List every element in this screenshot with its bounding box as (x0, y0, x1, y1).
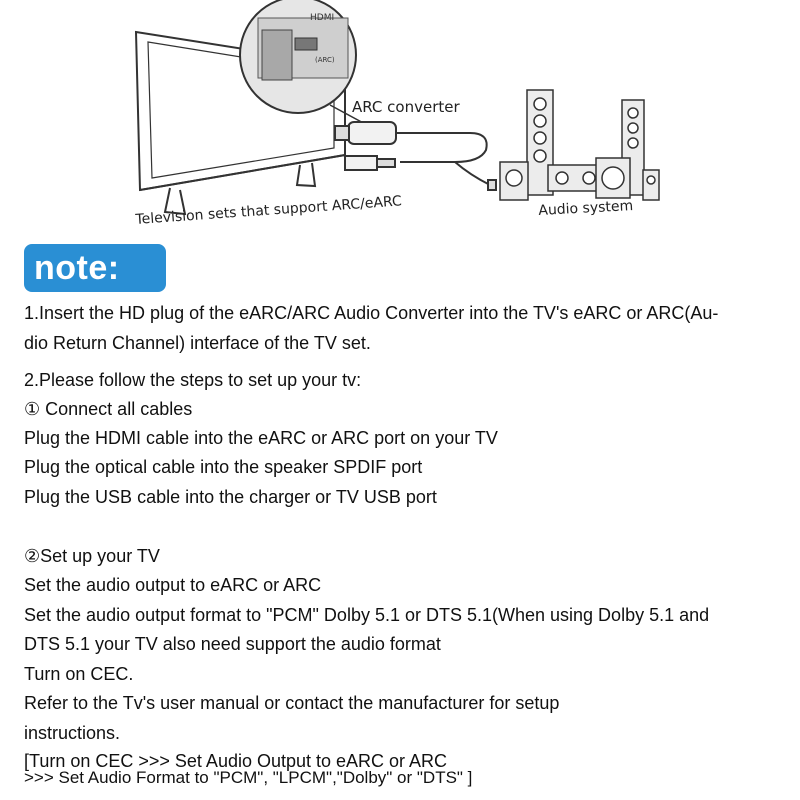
converter-drawing (335, 122, 496, 190)
manual-instruction-1: Refer to the Tv's user manual or contact the manufacturer for setup (24, 693, 560, 713)
audio-format-instruction-2: DTS 5.1 your TV also need support the audio format (24, 634, 441, 654)
setup-tv-heading: ②Set up your TV (24, 546, 160, 566)
zoom-label-arc: (ARC) (315, 56, 335, 64)
note-badge: note: (24, 244, 166, 292)
optical-instruction: Plug the optical cable into the speaker SPDIF port (24, 457, 423, 477)
cec-instruction: Turn on CEC. (24, 664, 134, 684)
connection-illustration (0, 0, 800, 248)
audio-output-instruction: Set the audio output to eARC or ARC (24, 575, 322, 595)
connect-cables-heading: ① Connect all cables (24, 399, 193, 419)
summary-line-1: [Turn on CEC >>> Set Audio Output to eARC or ARC (24, 751, 448, 771)
step2-heading: 2.Please follow the steps to set up your tv: (24, 370, 362, 390)
audio-caption: Audio system (538, 198, 634, 219)
tv-caption: Television sets that support ARC/eARC (135, 193, 403, 228)
audio-format-instruction-1: Set the audio output format to "PCM" Dolby 5.1 or DTS 5.1(When using Dolby 5.1 and (24, 605, 710, 625)
summary-line-2: >>> Set Audio Format to "PCM", "LPCM","Dolby" or "DTS" ] (24, 768, 473, 787)
speaker-system-drawing (500, 90, 659, 200)
step1-line1: 1.Insert the HD plug of the eARC/ARC Audio Converter into the TV's eARC or ARC(Au- (24, 303, 719, 323)
manual-instruction-2: instructions. (24, 723, 121, 743)
usb-instruction: Plug the USB cable into the charger or TV USB port (24, 487, 437, 507)
zoom-label-hdmi: HDMI (310, 13, 335, 23)
step1-line2: dio Return Channel) interface of the TV set. (24, 333, 371, 353)
hdmi-instruction: Plug the HDMI cable into the eARC or ARC port on your TV (24, 428, 498, 448)
converter-caption: ARC converter (352, 98, 460, 116)
